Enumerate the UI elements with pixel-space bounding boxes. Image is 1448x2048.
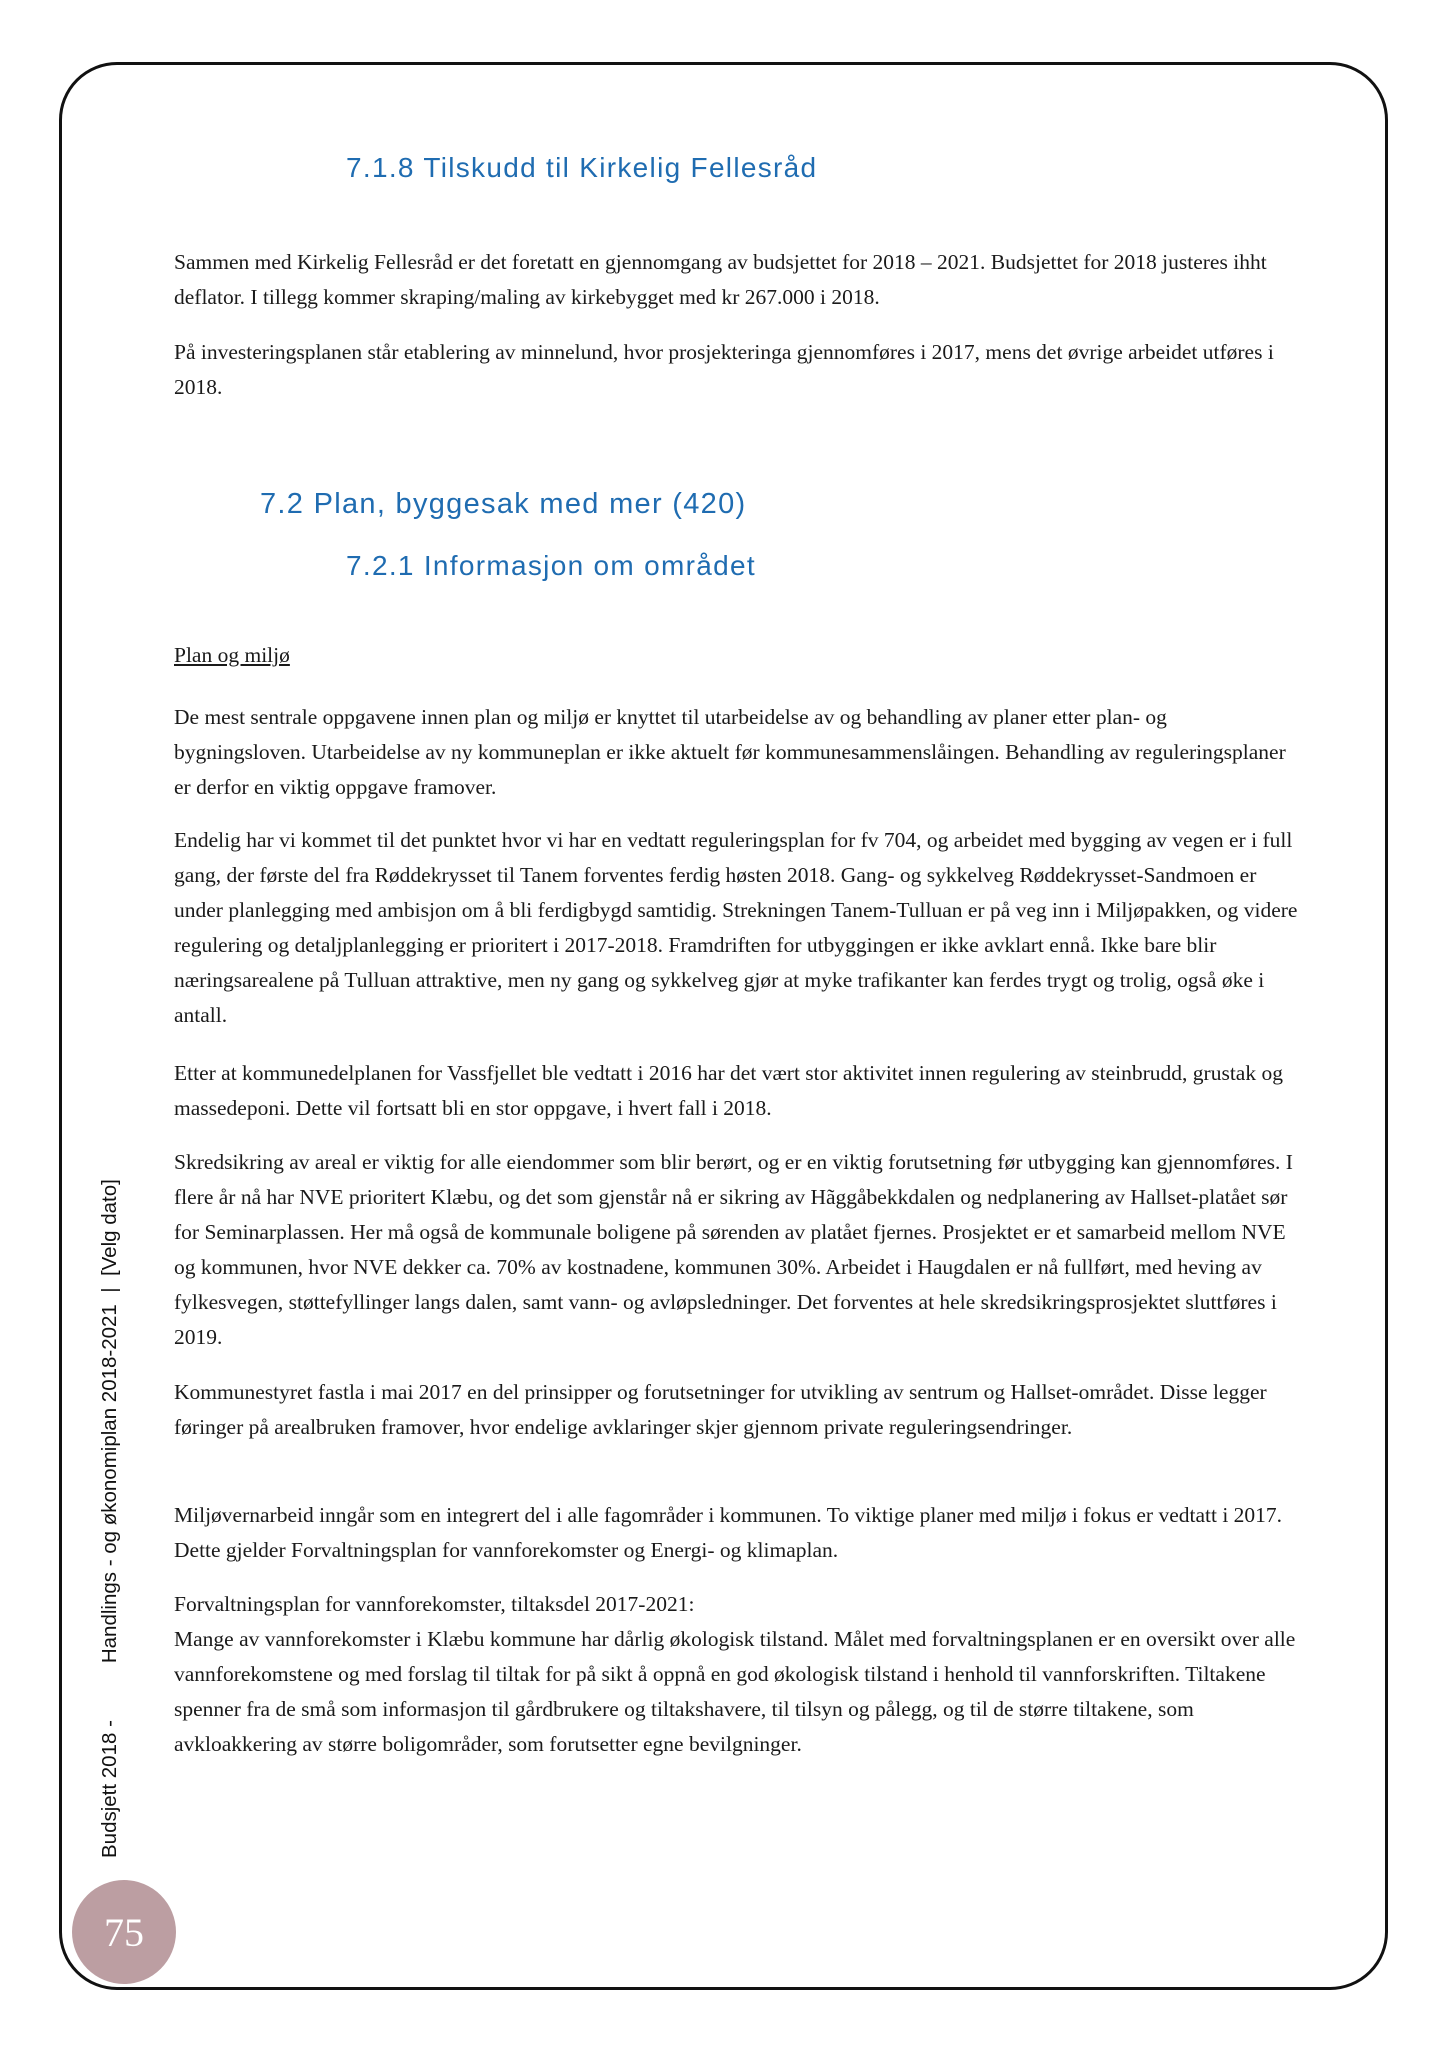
sidebar-running-header: Budsjett 2018 - Handlings - og økonomiplan 2018-2021 | [Velg dato] bbox=[98, 1179, 121, 1858]
paragraph: På investeringsplanen står etablering av minnelund, hvor prosjekteringa gjennomføres i 2017, mens det øvrige arbeidet utføres i 2018. bbox=[174, 340, 1274, 399]
paragraph: Mange av vannforekomster i Klæbu kommune har dårlig økologisk tilstand. Målet med forvaltningsplanen er en oversikt over alle vannforekomstene og med forslag til tiltak for på sikt å oppnå en god økologisk tilstand i henhold til vannforskriften. Tiltakene spenner fra de små som informasjon til gårdbrukere og tiltakshavere, til tilsyn og pålegg, og til de større tiltakene, som avkloakkering av større boligområder, som forutsetter egne bevilgninger. bbox=[174, 1627, 1296, 1756]
page-number-badge: 75 bbox=[72, 1880, 176, 1984]
paragraph: Kommunestyret fastla i mai 2017 en del prinsipper og forutsetninger for utvikling av sentrum og Hallset-området. Disse legger føringer på arealbruken framover, hvor endelige avklaringer skjer gjennom private reguleringsendringer. bbox=[174, 1380, 1267, 1439]
section-heading-7-1-8: 7.1.8 Tilskudd til Kirkelig Fellesråd bbox=[346, 152, 818, 183]
paragraph: De mest sentrale oppgavene innen plan og miljø er knyttet til utarbeidelse av og behandling av planer etter plan- og bygningsloven. Utarbeidelse av ny kommuneplan er ikke aktuelt før kommunesammenslåingen. Behandling av reguleringsplaner er derfor en viktig oppgave framover. bbox=[174, 705, 1286, 799]
section-heading-7-2-1: 7.2.1 Informasjon om området bbox=[346, 550, 756, 581]
subheading-plan-og-miljo: Plan og miljø bbox=[174, 643, 290, 667]
paragraph: Miljøvernarbeid inngår som en integrert del i alle fagområder i kommunen. To viktige planer med miljø i fokus er vedtatt i 2017. Dette gjelder Forvaltningsplan for vannforekomster og Energi- og klimaplan. bbox=[174, 1503, 1283, 1562]
paragraph: Sammen med Kirkelig Fellesråd er det foretatt en gjennomgang av budsjettet for 2018 – 2021. Budsjettet for 2018 justeres ihht deflator. I tillegg kommer skraping/maling av kirkebygget med kr 267.000 i 2018. bbox=[174, 250, 1267, 309]
paragraph: Skredsikring av areal er viktig for alle eiendommer som blir berørt, og er en viktig forutsetning før utbygging kan gjennomføres. I flere år nå har NVE prioritert Klæbu, og det som gjenstår nå er sikring av Hãggåbekkdalen og nedplanering av Hallset-platået sør for Seminarplassen. Her må også de kommunale boligene på sørenden av platået fjernes. Prosjektet er et samarbeid mellom NVE og kommunen, hvor NVE dekker ca. 70% av kostnadene, kommunen 30%. Arbeidet i Haugdalen er nå fullført, med heving av fylkesvegen, støttefyllinger langs dalen, samt vann- og avløpsledninger. Det forventes at hele skredsikringsprosjektet sluttføres i 2019. bbox=[174, 1150, 1293, 1349]
section-heading-7-2: 7.2 Plan, byggesak med mer (420) bbox=[260, 488, 747, 520]
paragraph: Forvaltningsplan for vannforekomster, tiltaksdel 2017-2021: bbox=[174, 1592, 695, 1616]
paragraph: Endelig har vi kommet til det punktet hvor vi har en vedtatt reguleringsplan for fv 704, og arbeidet med bygging av vegen er i full gang, der første del fra Røddekrysset til Tanem forventes ferdig høsten 2018. Gang- og sykkelveg Røddekrysset-Sandmoen er under planlegging med ambisjon om å bli ferdigbygd samtidig. Strekningen Tanem-Tulluan er på veg inn i Miljøpakken, og videre regulering og detaljplanlegging er prioritert i 2017-2018. Framdriften for utbyggingen er ikke avklart ennå. Ikke bare blir næringsarealene på Tulluan attraktive, men ny gang og sykkelveg gjør at myke trafikanter kan ferdes trygt og trolig, også øke i antall. bbox=[174, 828, 1298, 1027]
paragraph: Etter at kommunedelplanen for Vassfjellet ble vedtatt i 2016 har det vært stor aktivitet innen regulering av steinbrudd, grustak og massedeponi. Dette vil fortsatt bli en stor oppgave, i hvert fall i 2018. bbox=[174, 1061, 1283, 1120]
